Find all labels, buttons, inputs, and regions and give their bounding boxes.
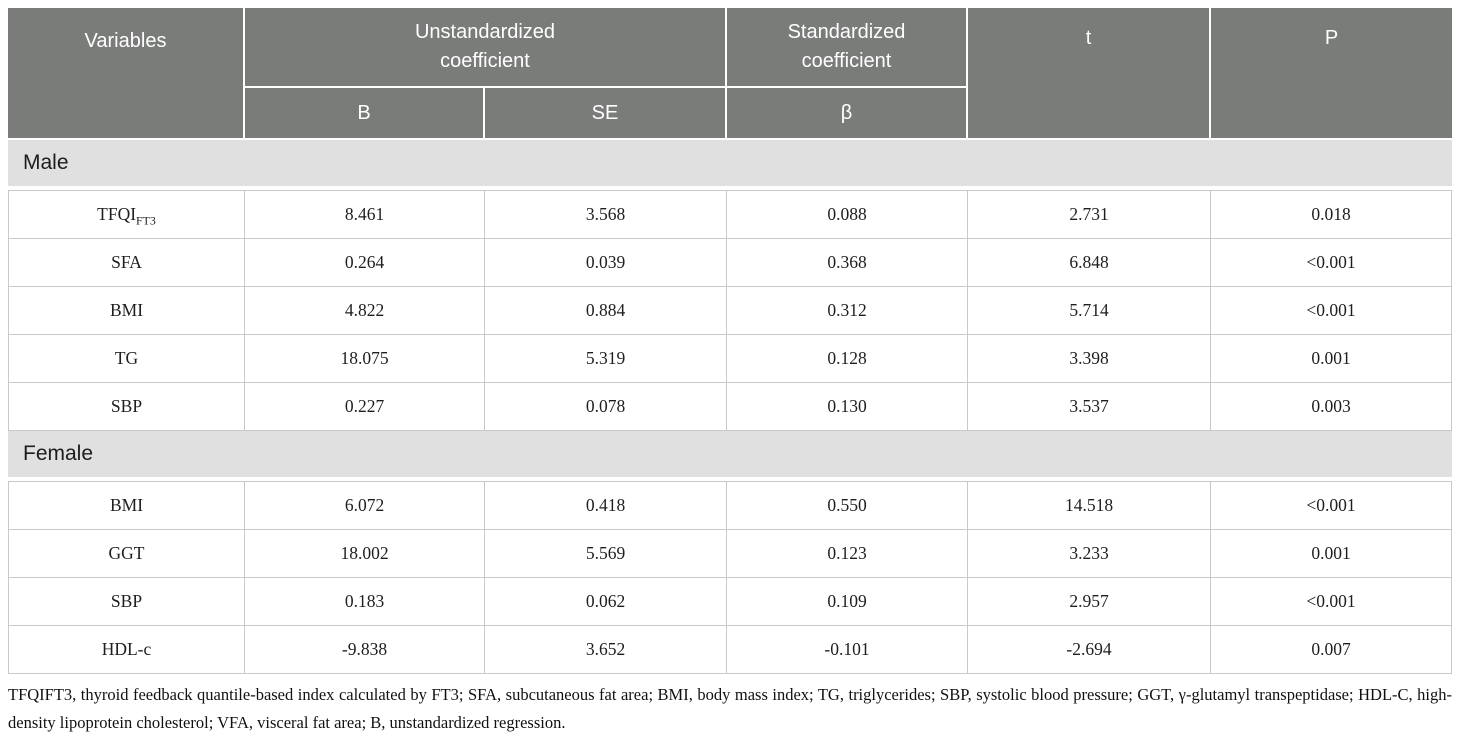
- beta-value-cell: 0.368: [727, 239, 968, 287]
- b-value-cell: 0.264: [245, 239, 485, 287]
- subcolumn-header-se: SE: [485, 88, 727, 140]
- column-header-variables-label: Variables: [84, 30, 167, 52]
- beta-value-cell: 0.312: [727, 287, 968, 335]
- se-value-cell: 3.652: [485, 626, 727, 674]
- variable-cell: [8, 335, 245, 383]
- t-value-cell: 14.518: [968, 481, 1211, 530]
- table-footnote: TFQIFT3, thyroid feedback quantile-based index calculated by FT3; SFA, subcutaneous fat area; BMI, body mass index; TG, triglycerides; SBP, systolic blood pressure; GGT, γ-glutamyl transpeptidase; HDL-C, high-density lipoprotein cholesterol; VFA, visceral fat area; B, unstandardized regression.: [8, 685, 1452, 733]
- t-value-cell: -2.694: [968, 626, 1211, 674]
- beta-value-cell: 0.130: [727, 383, 968, 431]
- regression-table: [8, 8, 1452, 674]
- se-value-cell: 0.078: [485, 383, 727, 431]
- t-value-cell: 3.233: [968, 530, 1211, 578]
- variable-cell: [8, 383, 245, 431]
- table-row: [8, 287, 1452, 335]
- table-row: [8, 335, 1452, 383]
- t-value-cell: 2.731: [968, 190, 1211, 239]
- variable-subscript: FT3: [136, 213, 156, 228]
- variable-cell: [8, 287, 245, 335]
- variable-cell: [8, 481, 245, 530]
- se-value-cell: 5.319: [485, 335, 727, 383]
- t-value-cell: 2.957: [968, 578, 1211, 626]
- variable-label: SBP: [110, 396, 143, 416]
- t-value-cell: 5.714: [968, 287, 1211, 335]
- beta-value-cell: 0.109: [727, 578, 968, 626]
- b-value-cell: 18.075: [245, 335, 485, 383]
- se-value-cell: 0.418: [485, 481, 727, 530]
- p-value-cell: 0.007: [1211, 626, 1452, 674]
- table-row: [8, 530, 1452, 578]
- subcolumn-header-beta: β: [727, 88, 968, 140]
- se-value-cell: 0.039: [485, 239, 727, 287]
- table-row: [8, 383, 1452, 431]
- variable-cell: [8, 578, 245, 626]
- p-value-cell: 0.018: [1211, 190, 1452, 239]
- column-header-variables: [8, 8, 245, 140]
- table-row: [8, 626, 1452, 674]
- section-row: [8, 140, 1452, 190]
- b-value-cell: 0.227: [245, 383, 485, 431]
- header-row-1: [8, 8, 1452, 88]
- column-header-standardized: [727, 8, 968, 88]
- variable-cell: [8, 530, 245, 578]
- column-header-t: [968, 8, 1211, 140]
- section-label: Female: [8, 431, 1452, 481]
- b-value-cell: -9.838: [245, 626, 485, 674]
- b-value-cell: 4.822: [245, 287, 485, 335]
- t-value-cell: 3.537: [968, 383, 1211, 431]
- column-header-standardized-label: Standardized coefficient: [787, 21, 906, 72]
- b-value-cell: 6.072: [245, 481, 485, 530]
- b-value-cell: 18.002: [245, 530, 485, 578]
- p-value-cell: 0.003: [1211, 383, 1452, 431]
- p-value-cell: <0.001: [1211, 481, 1452, 530]
- se-value-cell: 0.062: [485, 578, 727, 626]
- variable-label: SBP: [110, 591, 143, 611]
- variable-label: HDL-c: [101, 639, 152, 659]
- se-value-cell: 3.568: [485, 190, 727, 239]
- table-row: [8, 481, 1452, 530]
- p-value-cell: <0.001: [1211, 239, 1452, 287]
- variable-cell: [8, 626, 245, 674]
- t-value-cell: 6.848: [968, 239, 1211, 287]
- variable-label: GGT: [108, 543, 145, 563]
- variable-label: TFQI: [97, 204, 137, 224]
- section-label: Male: [8, 140, 1452, 190]
- beta-value-cell: 0.128: [727, 335, 968, 383]
- variable-cell: [8, 190, 245, 239]
- beta-value-cell: -0.101: [727, 626, 968, 674]
- p-value-cell: 0.001: [1211, 335, 1452, 383]
- b-value-cell: 8.461: [245, 190, 485, 239]
- variable-label: SFA: [111, 252, 142, 272]
- column-header-unstandardized-label: Unstandardized coefficient: [414, 21, 556, 72]
- p-value-cell: 0.001: [1211, 530, 1452, 578]
- beta-value-cell: 0.088: [727, 190, 968, 239]
- beta-value-cell: 0.550: [727, 481, 968, 530]
- p-value-cell: <0.001: [1211, 287, 1452, 335]
- p-value-cell: <0.001: [1211, 578, 1452, 626]
- table-header: [8, 8, 1452, 140]
- column-header-t-label: t: [1085, 27, 1092, 49]
- table-row: [8, 239, 1452, 287]
- column-header-p-label: P: [1324, 27, 1339, 49]
- variable-label: BMI: [109, 300, 144, 320]
- table-body: [8, 140, 1452, 674]
- b-value-cell: 0.183: [245, 578, 485, 626]
- column-header-unstandardized: [245, 8, 727, 88]
- variable-label: TG: [114, 348, 139, 368]
- subcolumn-header-b: B: [245, 88, 485, 140]
- t-value-cell: 3.398: [968, 335, 1211, 383]
- table-row: [8, 190, 1452, 239]
- column-header-p: [1211, 8, 1452, 140]
- variable-cell: [8, 239, 245, 287]
- section-row: [8, 431, 1452, 481]
- se-value-cell: 0.884: [485, 287, 727, 335]
- table-row: [8, 578, 1452, 626]
- se-value-cell: 5.569: [485, 530, 727, 578]
- beta-value-cell: 0.123: [727, 530, 968, 578]
- variable-label: BMI: [109, 495, 144, 515]
